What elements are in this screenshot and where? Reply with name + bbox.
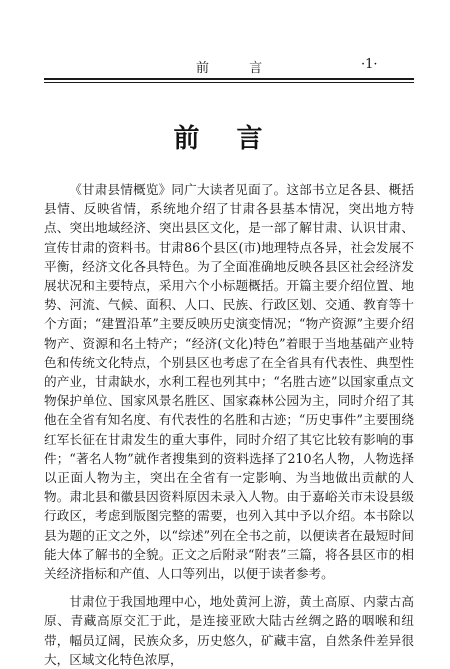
- header-rule-thick: [44, 78, 414, 80]
- running-head: 前 言: [196, 61, 281, 76]
- page-title: 前 言: [173, 124, 277, 154]
- paragraph: 甘肃位于我国地理中心，地处黄河上游，黄土高原、内蒙古高原、青藏高原交汇于此，是连接亚欧大陆古丝绸之路的咽喉和纽带，幅员辽阔，民族众多，历史悠久，矿藏丰富，自然条件差异很大，区域文化特色浓厚，: [44, 594, 414, 667]
- header-rule-thin: [44, 82, 414, 83]
- body-text: [44, 180, 414, 669]
- page-number: ·1·: [361, 57, 378, 72]
- paragraph: 《甘肃县情概览》同广大读者见面了。这部书立足各县、概括县情、反映省情，系统地介绍了甘肃各县基本情况，突出地方特点、突出地域经济、突出县区文化，是一部了解甘肃、认识甘肃、宣传甘肃的资料书。甘肃86个县区(市)地理特点各异，社会发展不平衡，经济文化各具特色。为了全面准确地反映各县区社会经济发展状况和主要特点，采用六个小标题概括。开篇主要介绍位置、地势、河流、气候、面积、人口、民族、行政区划、交通、教育等十个方面；“建置沿革”主要反映历史演变情况；“物产资源”主要介绍物产、资源和名土特产；“经济(文化)特色”着眼于当地基础产业特色和传统文化特点，个别县区也考虑了在全省具有代表性、典型性的产业，甘肃缺水，水利工程也列其中；“名胜古迹”以国家重点文物保护单位、国家风景名胜区、国家森林公园为主，同时介绍了其他在全省有知名度、有代表性的名胜和古迹；“历史事件”主要围绕红军长征在甘肃发生的重大事件，同时介绍了其它比较有影响的事件；“著名人物”就作者搜集到的资料选择了210名人物，人物选择以正面人物为主，突出在全省有一定影响、为当地做出贡献的人物。肃北县和徽县因资料原因未录入人物。由于嘉峪关市未设县级行政区，考虑到版图完整的需要，也列入其中予以介绍。本书除以县为题的正文之外，以“综述”列在全书之前，以便读者在最短时间能大体了解书的全貌。正文之后附录“附表”三篇，将各县区市的相关经济指标和产值、人口等列出，以便于读者参考。: [44, 182, 414, 582]
